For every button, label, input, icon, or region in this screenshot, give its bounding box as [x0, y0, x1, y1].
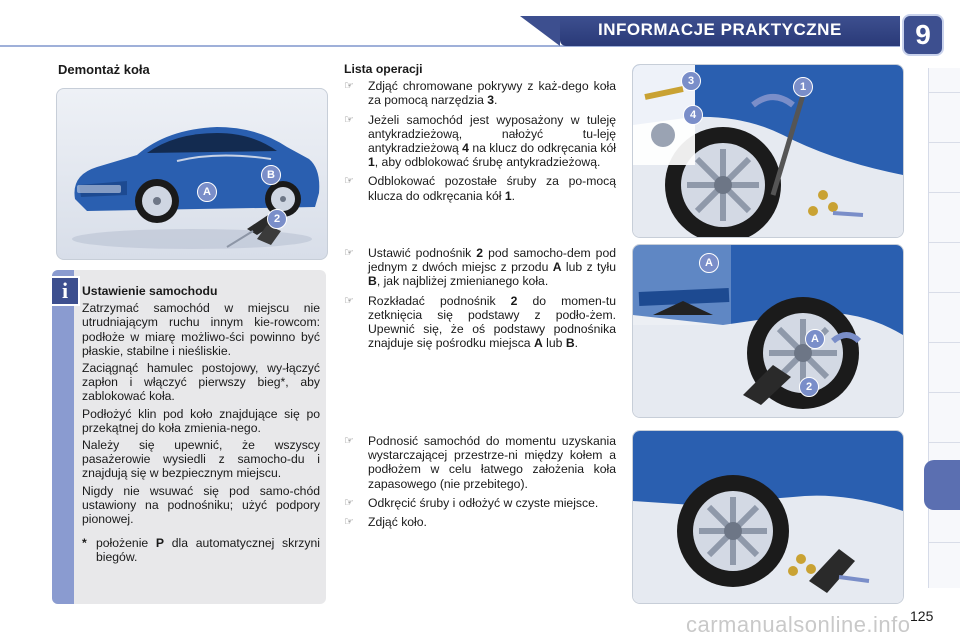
label-1-badge: 1: [793, 77, 813, 97]
label-3-badge: 3: [681, 71, 701, 91]
label-2-badge: 2: [267, 209, 287, 229]
info-paragraph: Zatrzymać samochód w miejscu nie utrudniającym ruchu innym kie-rowcom: podłoże w miarę możliwo-ści powinno być płaskie, stabilne i nieśliskie.: [82, 301, 320, 358]
jack-illustration: [633, 245, 903, 417]
chapter-tab[interactable]: [929, 292, 960, 293]
operation-step: ☞ Zdjąć chromowane pokrywy z każ-dego koła za pomocą narzędzia 3.: [344, 79, 616, 108]
info-paragraph: Zaciągnąć hamulec postojowy, wy-łączyć zapłon i włączyć pierwszy bieg*, aby zablokować koła.: [82, 361, 320, 404]
pointing-hand-icon: ☞: [344, 435, 354, 447]
chapter-tab[interactable]: [929, 92, 960, 93]
pointing-hand-icon: ☞: [344, 80, 354, 93]
wheel-removal-photo: [632, 430, 904, 604]
chapter-number-badge: 9: [902, 14, 944, 56]
page-number: 125: [910, 608, 934, 624]
chapter-tab[interactable]: [929, 442, 960, 443]
operations-group-1: [344, 62, 616, 208]
pointing-hand-icon: ☞: [344, 496, 354, 509]
page-header-title: INFORMACJE PRAKTYCZNE: [598, 20, 842, 39]
section-title: Demontaż koła: [58, 62, 150, 77]
operations-group-2: [344, 246, 616, 355]
jack-placement-photo: [632, 244, 904, 418]
operation-step: ☞ Odkręcić śruby i odłożyć w czyste miejsce.: [344, 495, 599, 510]
info-panel-accent-bar: [52, 270, 74, 604]
raised-car-illustration: [633, 431, 903, 603]
info-footnote: * położenie P dla automatycznej skrzyni biegów.: [82, 536, 320, 565]
pointing-hand-icon: ☞: [344, 247, 354, 259]
operation-step: ☞ Rozkładać podnośnik 2 do momen-tu zetknięcia się podstawy z podło-żem. Upewnić się, że oś podstawy podnośnika znajduje się pośrodku miejsca A lub B.: [344, 293, 616, 351]
chapter-tab[interactable]: [929, 242, 960, 243]
chapter-tab-active[interactable]: [924, 460, 960, 510]
info-icon: i: [50, 276, 80, 306]
info-heading: Ustawienie samochodu: [82, 284, 218, 298]
label-4-badge: 4: [683, 105, 703, 125]
operations-title: Lista operacji: [344, 62, 423, 76]
label-b-badge: B: [261, 165, 281, 185]
chapter-tab[interactable]: [929, 342, 960, 343]
car-illustration: [57, 89, 327, 259]
label-a-badge: A: [699, 253, 719, 273]
pointing-hand-icon: ☞: [344, 516, 354, 529]
wheel-bolts-photo: [632, 64, 904, 238]
label-2-badge: 2: [799, 377, 819, 397]
operation-step: ☞ Podnosić samochód do momentu uzyskania wystarczającej przestrze-ni między kołem a podłożem w celu łatwego założenia koła zapasowego (nie przebitego).: [344, 434, 616, 491]
label-a-badge: A: [197, 182, 217, 202]
info-paragraph: Nigdy nie wsuwać się pod samo-chód ustawiony na podnośniku; użyć podpory pionowej.: [82, 483, 320, 527]
info-paragraph: Należy się upewnić, że wszyscy pasażerowie wysiedli z samocho-du i znajdują się w bezpiecznym miejscu.: [82, 438, 320, 481]
pointing-hand-icon: ☞: [344, 175, 354, 188]
watermark: carmanualsonline.info: [686, 612, 911, 637]
wheel-wrench-illustration: [633, 65, 903, 237]
pointing-hand-icon: ☞: [344, 294, 354, 307]
chapter-tab[interactable]: [929, 542, 960, 543]
chapter-tab[interactable]: [929, 392, 960, 393]
info-paragraph: Podłożyć klin pod koło znajdujące się po przekątnej do koła zmienia-nego.: [82, 406, 320, 435]
operations-group-3: [344, 434, 616, 534]
pointing-hand-icon: ☞: [344, 113, 354, 126]
operation-step: ☞ Zdjąć koło.: [344, 515, 427, 530]
operation-step: ☞ Ustawić podnośnik 2 pod samocho-dem pod jednym z dwóch miejsc z przodu A lub z tyłu B, jak najbliżej zmienianego koła.: [344, 246, 617, 289]
operation-step: ☞ Odblokować pozostałe śruby za po-mocą klucza do odkręcania kół 1.: [344, 174, 616, 203]
operation-step: ☞ Jeżeli samochód jest wyposażony w tuleję antykradzieżową, nałożyć tu-leję antykradzieżową 4 na klucz do odkręcania kół 1, aby odblokować śrubę antykradzieżową.: [344, 112, 616, 170]
chapter-tab[interactable]: [929, 192, 960, 193]
label-a-badge: A: [805, 329, 825, 349]
info-panel-text: [82, 284, 320, 568]
car-jack-points-illustration: [56, 88, 328, 260]
footnote-marker: *: [82, 536, 87, 551]
chapter-tab[interactable]: [929, 142, 960, 143]
chapter-tab-strip: [928, 68, 960, 588]
